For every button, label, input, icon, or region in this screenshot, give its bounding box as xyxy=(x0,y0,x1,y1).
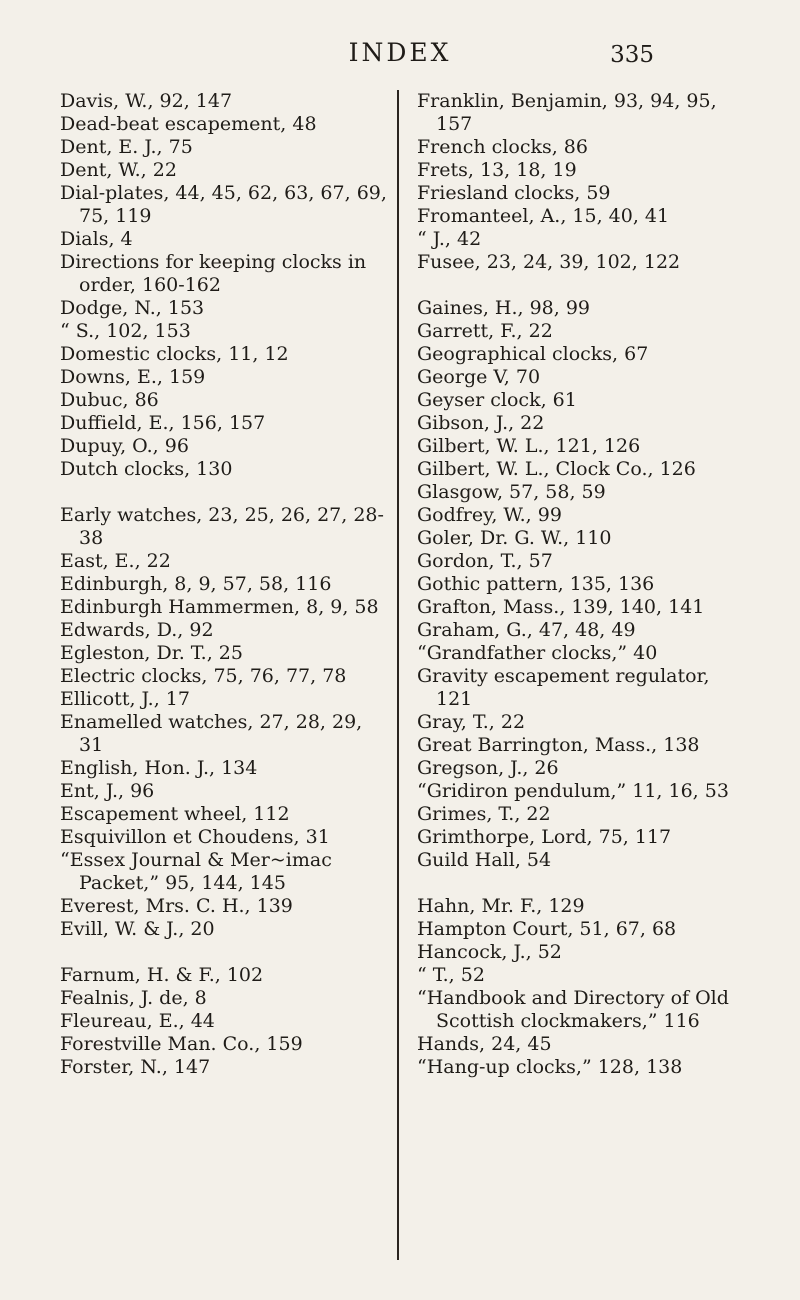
index-entry: Grimthorpe, Lord, 75, 117 xyxy=(417,826,672,848)
page-title: INDEX xyxy=(348,38,452,67)
index-column-left xyxy=(60,90,390,1079)
index-entry: Grafton, Mass., 139, 140, 141 xyxy=(417,596,705,618)
index-entry: Hands, 24, 45 xyxy=(417,1033,552,1055)
index-entry: “Hang-up clocks,” 128, 138 xyxy=(417,1056,683,1078)
index-entry: Goler, Dr. G. W., 110 xyxy=(417,527,612,549)
index-entry: Guild Hall, 54 xyxy=(417,849,552,871)
index-entry: Downs, E., 159 xyxy=(60,366,206,388)
index-entry: Gravity escapement regulator, 121 xyxy=(417,665,710,710)
index-entry: Hancock, J., 52 xyxy=(417,941,562,963)
index-entry: Gregson, J., 26 xyxy=(417,757,559,779)
index-entry: Gaines, H., 98, 99 xyxy=(417,297,591,319)
index-entry: George V, 70 xyxy=(417,366,541,388)
index-entry: Fromanteel, A., 15, 40, 41 xyxy=(417,205,670,227)
column-divider xyxy=(397,90,399,1260)
index-entry: Duffield, E., 156, 157 xyxy=(60,412,266,434)
index-entry: Ent, J., 96 xyxy=(60,780,155,802)
index-entry: “ T., 52 xyxy=(417,964,485,986)
index-entry: Early watches, 23, 25, 26, 27, 28-38 xyxy=(60,504,384,549)
index-entry: Gilbert, W. L., Clock Co., 126 xyxy=(417,458,696,480)
index-entry: Gordon, T., 57 xyxy=(417,550,553,572)
index-entry: Gothic pattern, 135, 136 xyxy=(417,573,655,595)
index-entry: Dutch clocks, 130 xyxy=(60,458,233,480)
index-entry: Fleureau, E., 44 xyxy=(60,1010,215,1032)
index-entry: English, Hon. J., 134 xyxy=(60,757,258,779)
index-entry: Electric clocks, 75, 76, 77, 78 xyxy=(60,665,347,687)
index-entry: Dupuy, O., 96 xyxy=(60,435,189,457)
index-entry: Esquivillon et Choudens, 31 xyxy=(60,826,330,848)
index-entry: Dial-plates, 44, 45, 62, 63, 67, 69, 75, 119 xyxy=(60,182,387,227)
index-entry: Directions for keeping clocks in order, 160-162 xyxy=(60,251,367,296)
index-entry: “ S., 102, 153 xyxy=(60,320,191,342)
index-entry: Fusee, 23, 24, 39, 102, 122 xyxy=(417,251,681,273)
index-entry: Hampton Court, 51, 67, 68 xyxy=(417,918,677,940)
index-entry: Graham, G., 47, 48, 49 xyxy=(417,619,636,641)
index-entry: “Gridiron pendulum,” 11, 16, 53 xyxy=(417,780,729,802)
index-entry: Forster, N., 147 xyxy=(60,1056,211,1078)
index-entry: Ellicott, J., 17 xyxy=(60,688,190,710)
index-entry: Geographical clocks, 67 xyxy=(417,343,649,365)
index-entry: “Handbook and Directory of Old Scottish clockmakers,” 116 xyxy=(417,987,729,1032)
index-entry: French clocks, 86 xyxy=(417,136,588,158)
index-entry: Great Barrington, Mass., 138 xyxy=(417,734,700,756)
index-entry: Hahn, Mr. F., 129 xyxy=(417,895,585,917)
index-entry: Farnum, H. & F., 102 xyxy=(60,964,264,986)
index-entry: Dubuc, 86 xyxy=(60,389,159,411)
index-entry: Enamelled watches, 27, 28, 29, 31 xyxy=(60,711,363,756)
index-entry: Grimes, T., 22 xyxy=(417,803,551,825)
index-entry: Fealnis, J. de, 8 xyxy=(60,987,207,1009)
index-entry: “Essex Journal & Mer~imac Packet,” 95, 144, 145 xyxy=(60,849,332,894)
index-entry: Garrett, F., 22 xyxy=(417,320,553,342)
index-entry: Edinburgh, 8, 9, 57, 58, 116 xyxy=(60,573,332,595)
index-entry: Glasgow, 57, 58, 59 xyxy=(417,481,606,503)
index-entry: Gilbert, W. L., 121, 126 xyxy=(417,435,641,457)
index-entry: Edwards, D., 92 xyxy=(60,619,214,641)
index-entry: Forestville Man. Co., 159 xyxy=(60,1033,303,1055)
index-entry: Dent, W., 22 xyxy=(60,159,177,181)
index-entry: Domestic clocks, 11, 12 xyxy=(60,343,289,365)
index-entry: East, E., 22 xyxy=(60,550,171,572)
index-entry: “Grandfather clocks,” 40 xyxy=(417,642,658,664)
page-number: 335 xyxy=(610,42,654,68)
index-entry: Davis, W., 92, 147 xyxy=(60,90,233,112)
index-entry: Dead-beat escapement, 48 xyxy=(60,113,317,135)
index-entry: Gibson, J., 22 xyxy=(417,412,545,434)
index-entry: Dodge, N., 153 xyxy=(60,297,205,319)
index-entry: “ J., 42 xyxy=(417,228,482,250)
index-entry: Everest, Mrs. C. H., 139 xyxy=(60,895,293,917)
index-column-right xyxy=(417,90,747,1079)
index-entry: Geyser clock, 61 xyxy=(417,389,577,411)
index-entry: Frets, 13, 18, 19 xyxy=(417,159,577,181)
index-entry: Franklin, Benjamin, 93, 94, 95, 157 xyxy=(417,90,717,135)
index-entry: Friesland clocks, 59 xyxy=(417,182,611,204)
index-entry: Gray, T., 22 xyxy=(417,711,526,733)
index-entry: Godfrey, W., 99 xyxy=(417,504,562,526)
index-entry: Evill, W. & J., 20 xyxy=(60,918,215,940)
index-entry: Escapement wheel, 112 xyxy=(60,803,290,825)
index-entry: Dent, E. J., 75 xyxy=(60,136,193,158)
page-header xyxy=(0,38,800,78)
index-entry: Dials, 4 xyxy=(60,228,133,250)
index-entry: Edinburgh Hammermen, 8, 9, 58 xyxy=(60,596,379,618)
index-entry: Egleston, Dr. T., 25 xyxy=(60,642,243,664)
